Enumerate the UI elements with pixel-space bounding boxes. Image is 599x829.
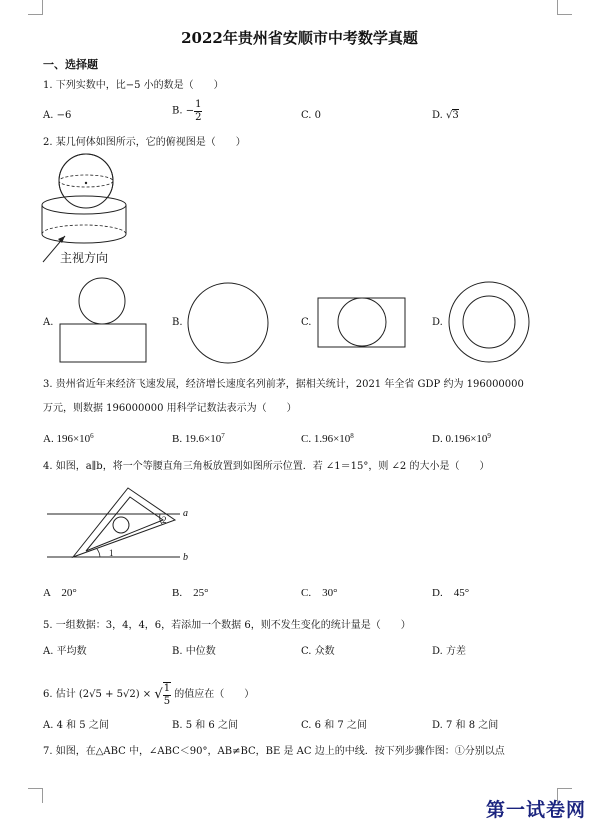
q1-option-b-prefix: B. − — [172, 105, 195, 117]
q7-stem: 7. 如图，在△ABC 中，∠ABC＜90°，AB≠BC，BE 是 AC 边上的中线．按下列步骤作图：①分别以点 — [43, 746, 505, 757]
q4-label-angle-2: 2 — [162, 515, 167, 525]
angle-1-arc — [97, 549, 100, 557]
q1-b-numerator: 1 — [195, 99, 202, 110]
q5-option-a: A. 平均数 — [43, 646, 87, 657]
q5-option-c: C. 众数 — [301, 646, 335, 657]
q6-option-d: D. 7 和 8 之间 — [432, 720, 499, 731]
q6-option-a: A. 4 和 5 之间 — [43, 720, 109, 731]
q3-d-base: D. 0.196×10 — [432, 433, 488, 445]
q1-option-a: A. −6 — [43, 110, 72, 121]
q6-radicand-denominator: 5 — [163, 696, 171, 707]
q3-stem-line1: 3. 贵州省近年来经济飞速发展，经济增长速度名列前茅，据相关统计，2021 年全省 GDP 约为 196000000 — [43, 379, 524, 390]
q4-label-b: b — [183, 552, 188, 563]
q6-radicand-numerator: 1 — [163, 683, 171, 694]
q3-a-exponent: 6 — [90, 432, 94, 440]
q5-stem: 5. 一组数据：3，4，4，6，若添加一个数据 6，则不发生变化的统计量是（ ） — [43, 620, 411, 631]
q3-stem-line2: 万元，则数据 196000000 用科学记数法表示为（ ） — [43, 403, 297, 414]
q6-option-b: B. 5 和 6 之间 — [172, 720, 238, 731]
q6-stem — [43, 682, 254, 708]
q4-stem: 4. 如图，a∥b，将一个等腰直角三角板放置到如图所示位置．若 ∠1＝15°，则 ∠2 的大小是（ ） — [43, 461, 490, 472]
q6-option-c: C. 6 和 7 之间 — [301, 720, 367, 731]
watermark-logo: 第一试卷网 — [486, 799, 587, 821]
sqrt-sign: √ — [154, 687, 163, 702]
q3-b-base: B. 19.6×10 — [172, 433, 222, 445]
q1-option-c: C. 0 — [301, 110, 322, 121]
q2-view-caption: 主视方向 — [60, 251, 109, 265]
q5-option-b: B. 中位数 — [172, 646, 216, 657]
q6-stem-end: 的值应在（ ） — [174, 689, 255, 700]
q1-option-d-radicand: 3 — [452, 110, 459, 121]
set-square-hole — [113, 517, 129, 533]
q4-option-a: A 20° — [43, 587, 77, 599]
q4-option-c: C. 30° — [301, 587, 338, 599]
q4-label-a: a — [183, 508, 188, 519]
q6-expression: 6. 估计 (2√5 + 5√2) × — [43, 689, 152, 700]
q1-option-d-prefix: D. — [432, 110, 447, 121]
q3-c-base: C. 1.96×10 — [301, 433, 351, 445]
q2-stem: 2. 某几何体如图所示，它的俯视图是（ ） — [43, 137, 246, 148]
page-title: 2022年贵州省安顺市中考数学真题 — [181, 29, 418, 47]
q6-radical-fraction — [163, 682, 171, 708]
sqrt-sign: √ — [446, 110, 453, 121]
q2-option-b-label: B. — [172, 317, 183, 328]
q1-stem: 1. 下列实数中，比−5 小的数是（ ） — [43, 80, 224, 91]
q3-b-exponent: 7 — [221, 432, 225, 440]
section-heading: 一、选择题 — [43, 58, 98, 71]
q4-label-angle-1: 1 — [109, 548, 114, 558]
q3-d-exponent: 9 — [487, 432, 491, 440]
q2-option-d-label: D. — [432, 317, 443, 328]
set-square-inner — [86, 497, 163, 551]
q1-b-denominator: 2 — [195, 112, 202, 123]
q5-option-d: D. 方差 — [432, 646, 467, 657]
q3-c-exponent: 8 — [350, 432, 354, 440]
set-square-outer — [73, 488, 175, 557]
q4-option-d: D. 45° — [432, 587, 470, 599]
q2-option-a-label: A. — [43, 317, 54, 328]
q2-option-c-label: C. — [301, 317, 312, 328]
q4-option-b: B. 25° — [172, 587, 209, 599]
q3-a-base: A. 196×10 — [43, 433, 91, 445]
